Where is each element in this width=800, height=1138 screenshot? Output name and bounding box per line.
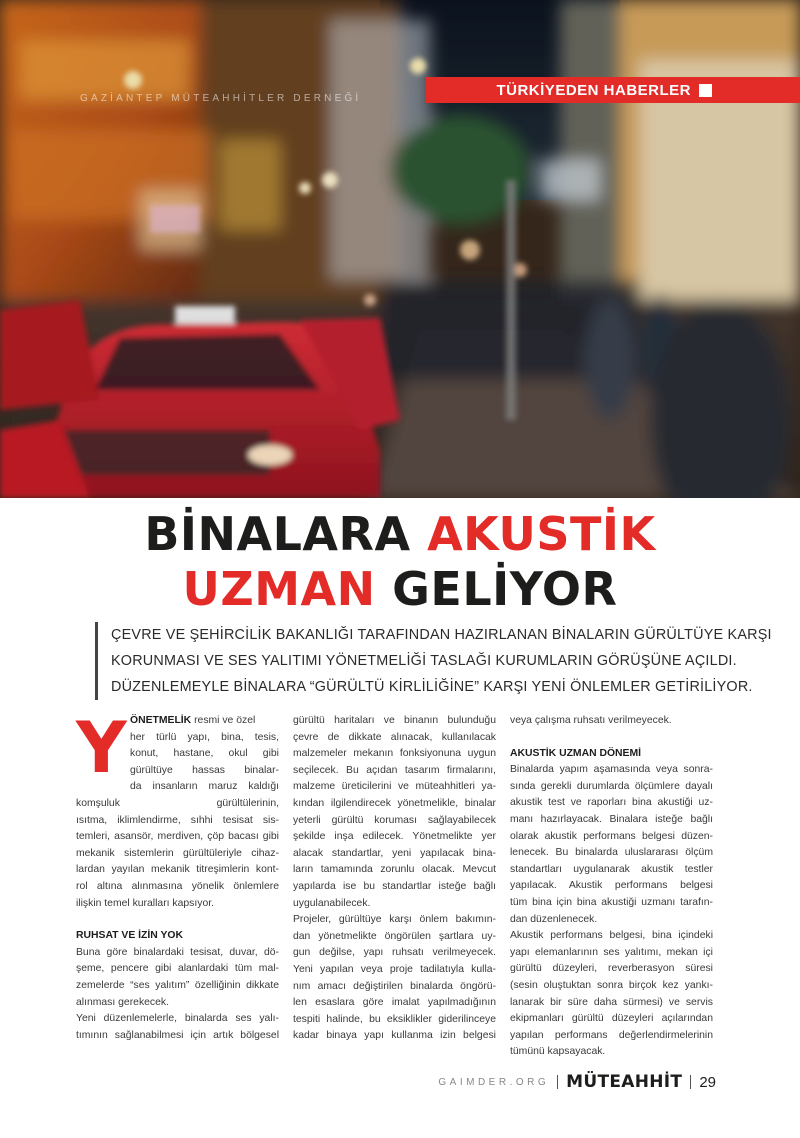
association-name: GAZİANTEP MÜTEAHHİTLER DERNEĞİ [80,93,362,104]
text-line: Buna göre binalardaki tesisat, duvar, dö- [76,946,279,958]
text-line: ların tamamında zorunlu olacak. Mevcut [293,864,496,876]
text-line: malzeme üreticilerini ve müteahhitleri ya- [293,781,496,793]
title-line-2 [0,562,800,617]
text-line: gürültüye hassas binalar- [130,764,279,776]
intro-text: resmi ve özel [191,715,256,726]
title-word-highlight: UZMAN [182,562,376,616]
text-line: olarak akustik performans belgesi düzen- [510,830,713,842]
text-line: zemelerde “ses yalıtım” özelliğinin dikkate [76,979,279,991]
website-link[interactable]: GAIMDER.ORG [438,1076,550,1088]
text-line: tümünü kapsayacak. [510,1046,606,1058]
text-line: kından ilgilendirecek yönetmelikle, binalar [293,797,496,809]
title-line-1 [0,507,800,562]
city-street-night-photo [0,0,800,498]
text-line: rol altına alınmasına yönelik önlemlere [76,880,279,892]
text-line: da insanların maruz kaldığı [130,781,279,793]
text-line: uygulanabilecek. [293,897,371,909]
text-line: seçilecek. Bu açıdan tasarım firmalarını, [293,764,496,776]
text-line: yapılacak. Akustik performans belgesi [510,880,713,892]
text-line: (sesin oluştuktan sonra birçok kez yankı- [510,979,713,991]
text-line: temleri, asansör, merdiven, çöp bacası gibi [76,831,279,843]
section-label: TÜRKİYEDEN HABERLER [496,81,691,99]
text-line: tespiti halinde, bu eksiklikler giderilinceye [293,1013,496,1025]
text-line: şeme, pencere gibi alanlardaki tüm mal- [76,963,279,975]
text-line: gun değilse, yapı ruhsatı verilmeyecek. [293,947,496,959]
divider [690,1075,691,1089]
magazine-logo: MÜTEAHHİT [566,1072,683,1092]
text-line: Binalarda yapım aşamasında veya sonra- [510,764,713,776]
text-column-3 [510,713,713,1061]
text-line: yapılarda ise bu standartlar isteğe bağlı [293,880,496,892]
text-line: Yeni düzenlemelerle, binalarda ses yalı- [76,1013,279,1025]
text-line: sında gerekli durumlarda ölçümlere dayalı [510,780,713,792]
text-line: alınması gerekecek. [76,996,169,1008]
square-icon [699,84,712,97]
text-line: komşuluk gürültülerinin, [76,797,279,809]
lead-line: KORUNMASI VE SES YALITIMI YÖNETMELİĞİ TASLAĞI KURUMLARIN GÖRÜŞÜNE AÇILDI. [111,653,737,669]
text-column-1 [76,707,279,1044]
text-line: Akustik performans belgesi, bina içindeki [510,930,713,942]
text-line: tüm bina için bina akustiği uzmanı tarafın- [510,896,713,908]
text-line: gürültü haritaları ve binanın bulunduğu [293,715,496,726]
text-line: nım amacı değiştirilen binalarda öngörü- [293,980,496,992]
first-word: ÖNETMELİK [130,715,192,726]
text-line: ısıtma, iklimlendirme, sıhhi tesisat sis- [76,814,279,826]
text-line: yapı elemanlarının ses yalıtımı, mekan içi [510,946,713,958]
text-line: lanarak bir süre daha sürmesi) ve servis [510,996,713,1008]
text-line: lardan yayılan mekanik titreşimlerin kont- [76,864,279,876]
article-title [0,507,800,617]
text-line: alacak standartlar, yeni yapılacak bina- [293,847,496,859]
text-line: malzemeler mekanın fonksiyonuna uygun [293,748,496,760]
text-line: dan düzenlenecek. [510,913,598,925]
text-line: ilişkin temel kuralları kapsıyor. [76,897,215,909]
text-line: len esaslara göre imalat yapılmadığının [293,997,496,1009]
lead-line: DÜZENLEMEYLE BİNALARA “GÜRÜLTÜ KİRLİLİĞİNE” KARŞI YENİ ÖNLEMLER GETİRİLİYOR. [111,679,753,695]
text-line: yeterli gürültü koruması sağlayabilecek [293,814,496,826]
title-word: BİNALARA [144,507,428,561]
title-word-highlight: AKUSTİK [427,507,656,561]
drop-cap: Y [76,707,127,789]
text-column-2 [293,713,496,1045]
first-block [76,707,279,813]
text-line: manı hazırlayacak. Binalara isteğe bağlı [510,813,713,825]
text-line: dan yönetmelikte öngörülen şartlara uy- [293,930,496,942]
subheading: RUHSAT VE İZİN YOK [76,930,183,942]
hero-photo [0,0,800,498]
text-line: akustik test ve raporları bina akustiği uz- [510,797,713,809]
section-tag [426,77,800,103]
text-line: konut, hastane, okul gibi [130,748,279,760]
subheading: AKUSTİK UZMAN DÖNEMİ [510,747,642,759]
title-word: GELİYOR [375,562,618,616]
text-line: kadar binaya yapı kullanma izin belgesi [293,1030,496,1042]
text-line: gürültü düzeyleri, reverberasyon süresi [510,963,713,975]
divider [557,1075,558,1089]
text-line: her türlü yapı, bina, tesis, [130,731,279,743]
text-line: Projeler, gürültüye karşı önlem bakımın- [293,914,496,926]
text-line: mekanik sistemlerin gürültüleriyle cihaz- [76,847,279,859]
text-line: şekilde inşa edilecek. Yönetmelikte yer [293,831,496,843]
text-line: tımının sağlanabilmesi için artık bölgesel [76,1029,279,1041]
page-footer [0,1070,716,1094]
text-line: lenecek. Bu binalarda uluslararası ölçüm [510,847,713,859]
page-number: 29 [699,1073,716,1091]
lead-line: ÇEVRE VE ŞEHİRCİLİK BAKANLIĞI TARAFINDAN HAZIRLANAN BİNALARIN GÜRÜLTÜYE KARŞI [111,627,772,643]
article-lead [95,622,772,700]
text-line: veya çalışma ruhsatı verilmeyecek. [510,715,672,726]
text-line: yapılan performans değerlendirmelerinin [510,1029,713,1041]
text-line: çevre de dikkate alınacak, kullanılacak [293,731,496,743]
text-line: ekipmanları gürültü düzeyleri açılarından [510,1013,713,1025]
text-line: Yeni yapılan veya proje tadilatıyla kulla- [293,963,496,975]
text-line: standartları uygulanarak akustik testler [510,863,713,875]
